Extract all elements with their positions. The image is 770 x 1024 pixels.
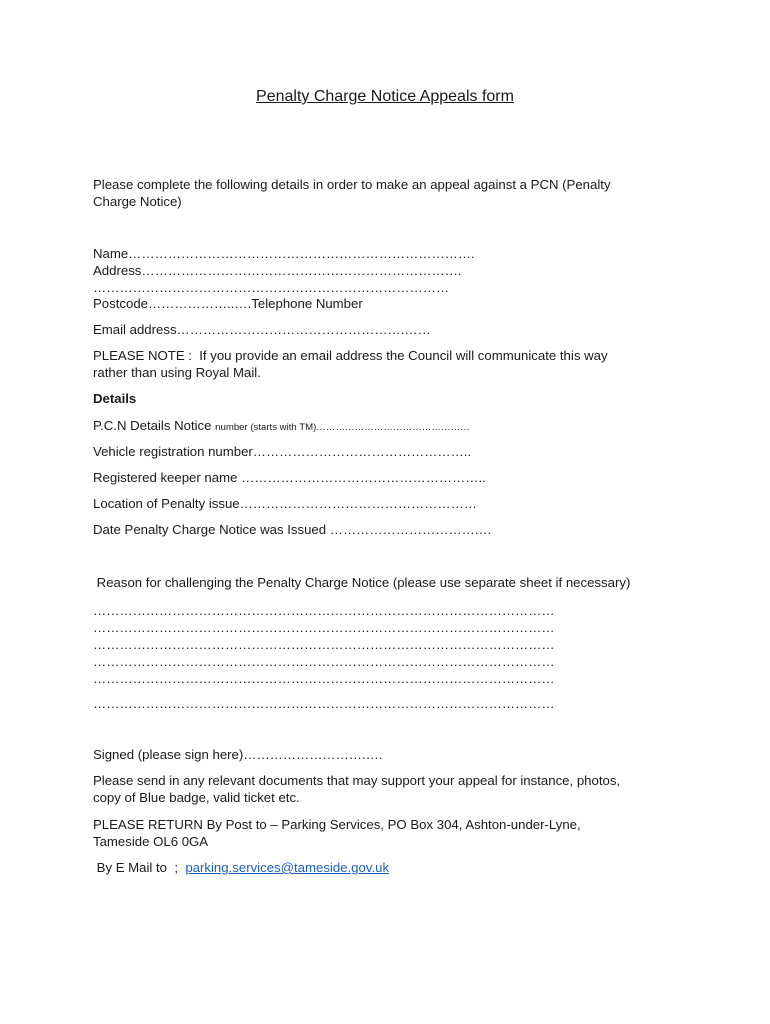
intro-line-1: Please complete the following details in order to make an appeal against a PCN (Penalty	[93, 177, 611, 192]
email-return-line	[93, 859, 389, 876]
reason-line[interactable]: ……………………………………………………………………………………………	[93, 603, 555, 618]
pcn-number-field[interactable]	[93, 417, 470, 436]
penalty-location-field[interactable]: Location of Penalty issue………………………………………………	[93, 496, 477, 511]
reason-line[interactable]: ……………………………………………………………………………………………	[93, 654, 555, 669]
return-post-line-2: Tameside OL6 0GA	[93, 834, 209, 849]
reason-line[interactable]: ……………………………………………………………………………………………	[93, 671, 555, 686]
reason-heading: Reason for challenging the Penalty Charge Notice (please use separate sheet if necessary)	[93, 575, 631, 590]
signature-field[interactable]: Signed (please sign here)……………………….….	[93, 747, 383, 762]
pcn-hint: number (starts with TM)…………………………………………	[215, 422, 470, 433]
registered-keeper-field[interactable]: Registered keeper name ………………………………………………..	[93, 470, 486, 485]
return-post-line-1: PLEASE RETURN By Post to – Parking Services, PO Box 304, Ashton-under-Lyne,	[93, 817, 581, 832]
name-field[interactable]: Name…………………………………………………………………….	[93, 246, 475, 261]
send-docs-line-1: Please send in any relevant documents that may support your appeal for instance, photos,	[93, 773, 621, 788]
pcn-issue-date-field[interactable]: Date Penalty Charge Notice was Issued …………………………….…	[93, 522, 492, 537]
address-field[interactable]: Address……………………………………………………………….	[93, 263, 462, 278]
vehicle-registration-field[interactable]: Vehicle registration number…………………………………………..	[93, 444, 472, 459]
email-link[interactable]: parking.services@tameside.gov.uk	[185, 860, 390, 875]
intro-line-2: Charge Notice)	[93, 194, 182, 209]
form-title: Penalty Charge Notice Appeals form	[256, 88, 514, 105]
send-docs-line-2: copy of Blue badge, valid ticket etc.	[93, 790, 300, 805]
pcn-label: P.C.N Details Notice	[93, 418, 216, 433]
postcode-telephone-field[interactable]: Postcode………………..….Telephone Number	[93, 296, 363, 311]
details-heading: Details	[93, 391, 137, 406]
reason-line[interactable]: ……………………………………………………………………………………………	[93, 620, 555, 635]
address-continued-field[interactable]: ………………………………………………………………………	[93, 280, 450, 295]
reason-line[interactable]: ……………………………………………………………………………………………	[93, 696, 555, 711]
note-line-1: PLEASE NOTE : If you provide an email address the Council will communicate this way	[93, 348, 608, 363]
email-return-label: By E Mail to ;	[93, 860, 186, 875]
reason-line[interactable]: ……………………………………………………………………………………………	[93, 637, 555, 652]
email-address-field[interactable]: Email address…………………………………………….……	[93, 322, 431, 337]
note-line-2: rather than using Royal Mail.	[93, 365, 261, 380]
